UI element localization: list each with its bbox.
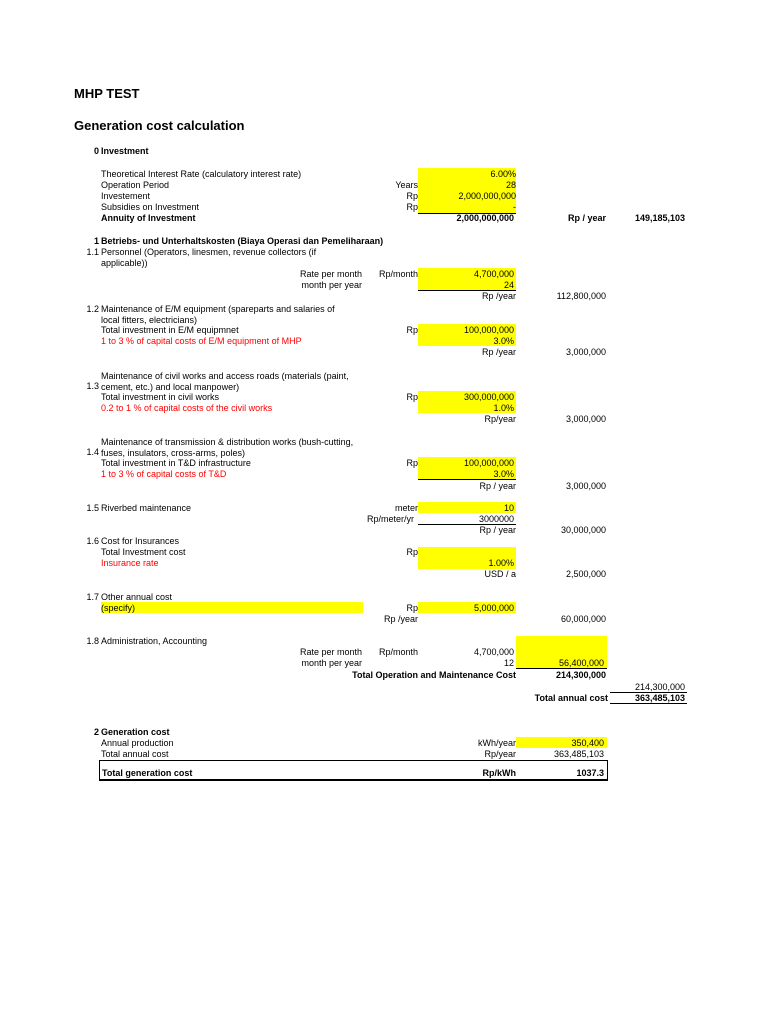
item-1-1-rate-label: Rate per month: [299, 269, 362, 279]
item-1-1-months-value[interactable]: 24: [503, 280, 514, 290]
section-0-number: 0: [93, 146, 99, 156]
section-1-number: 1: [93, 236, 99, 246]
item-1-5-value2: 3000000: [478, 514, 514, 524]
item-1-5-unit1: meter: [394, 503, 418, 513]
item-1-5-value1[interactable]: 10: [503, 503, 514, 513]
item-1-7-desc: Other annual cost: [101, 592, 173, 602]
annual-production-unit: kWh/year: [477, 738, 516, 748]
item-1-1-number: 1.1: [86, 247, 99, 257]
sum-line: [610, 703, 687, 704]
page-title: MHP TEST: [74, 86, 140, 101]
total-om-repeat: 214,300,000: [634, 682, 685, 692]
total-om-label: Total Operation and Maintenance Cost: [352, 670, 516, 680]
page-subtitle: Generation cost calculation: [74, 118, 245, 133]
item-1-4-result-unit: Rp / year: [479, 481, 516, 491]
section-2-number: 2: [93, 727, 99, 737]
annual-cost-value: 363,485,103: [553, 749, 604, 759]
item-1-1-result-value: 112,800,000: [556, 291, 606, 301]
item-1-7-result-unit: Rp /year: [383, 614, 418, 624]
investment-unit: Rp: [406, 191, 418, 201]
box-bottom-border: [99, 779, 608, 781]
total-generation-value: 1037.3: [576, 768, 604, 778]
item-1-3-note: 0.2 to 1 % of capital costs of the civil works: [101, 403, 273, 413]
sum-line: [418, 479, 516, 480]
item-1-8-rate-label: Rate per month: [299, 647, 362, 657]
item-1-5-result-unit: Rp / year: [479, 525, 516, 535]
item-1-4-inv-unit: Rp: [406, 458, 418, 468]
item-1-8-months-value: 12: [503, 658, 514, 668]
item-1-4-number: 1.4: [86, 447, 99, 457]
total-om-value: 214,300,000: [555, 670, 606, 680]
investment-value[interactable]: 2,000,000,000: [458, 191, 516, 201]
item-1-6-result-value: 2,500,000: [565, 569, 606, 579]
item-1-4-inv-label: Total investment in T&D infrastructure: [101, 458, 251, 468]
item-1-2-note: 1 to 3 % of capital costs of E/M equipment of MHP: [101, 336, 302, 346]
item-1-1-rate-unit: Rp/month: [378, 269, 418, 279]
item-1-8-rate-unit: Rp/month: [378, 647, 418, 657]
item-1-8-desc: Administration, Accounting: [101, 636, 208, 646]
item-1-3-inv-label: Total investment in civil works: [101, 392, 220, 402]
item-1-3-desc: Maintenance of civil works and access roads (materials (paint, cement, etc.) and local manpower): [101, 371, 349, 392]
item-1-6-note: Insurance rate: [101, 558, 159, 568]
item-1-5-desc: Riverbed maintenance: [101, 503, 192, 513]
item-1-2-result-value: 3,000,000: [565, 347, 606, 357]
box-right-border: [607, 760, 608, 781]
operation-period-unit: Years: [395, 180, 418, 190]
item-1-5-result-value: 30,000,000: [560, 525, 606, 535]
annual-cost-label: Total annual cost: [101, 749, 169, 759]
item-1-2-pct-value[interactable]: 3.0%: [493, 336, 514, 346]
section-0-heading: Investment: [101, 146, 149, 156]
item-1-3-inv-value[interactable]: 300,000,000: [463, 392, 514, 402]
item-1-6-result-unit: USD / a: [484, 569, 516, 579]
subsidies-value[interactable]: -: [513, 202, 516, 212]
item-1-2-desc: Maintenance of E/M equipment (spareparts and salaries of local fitters, electricians): [101, 304, 335, 325]
interest-rate-label: Theoretical Interest Rate (calculatory interest rate): [101, 169, 302, 179]
item-1-8-number: 1.8: [86, 636, 99, 646]
item-1-4-desc: Maintenance of transmission & distribution works (bush-cutting, fuses, insulators, cross-arms, poles): [101, 437, 354, 458]
annuity-base: 2,000,000,000: [456, 213, 514, 223]
box-top-border: [99, 760, 608, 761]
annuity-unit: Rp / year: [567, 213, 606, 223]
interest-rate-value[interactable]: 6.00%: [490, 169, 516, 179]
item-1-1-result-unit: Rp /year: [481, 291, 516, 301]
total-annual-value: 363,485,103: [634, 693, 685, 703]
box-left-border: [99, 760, 100, 781]
item-1-2-number: 1.2: [86, 304, 99, 314]
item-1-4-inv-value[interactable]: 100,000,000: [463, 458, 514, 468]
total-generation-label: Total generation cost: [102, 768, 193, 778]
section-2-heading: Generation cost: [101, 727, 170, 737]
item-1-6-pct-value[interactable]: 1.00%: [488, 558, 514, 568]
operation-period-label: Operation Period: [101, 180, 170, 190]
item-1-4-note: 1 to 3 % of capital costs of T&D: [101, 469, 227, 479]
item-1-8-months-label: month per year: [301, 658, 362, 668]
item-1-4-pct-value[interactable]: 3.0%: [493, 469, 514, 479]
item-1-6-number: 1.6: [86, 536, 99, 546]
item-1-1-rate-value[interactable]: 4,700,000: [473, 269, 514, 279]
annual-production-value[interactable]: 350,400: [571, 738, 604, 748]
item-1-7-number: 1.7: [86, 592, 99, 602]
item-1-7-specify-input[interactable]: (specify): [101, 603, 136, 613]
investment-label: Investement: [101, 191, 151, 201]
item-1-4-result-value: 3,000,000: [565, 481, 606, 491]
operation-period-value[interactable]: 28: [505, 180, 516, 190]
item-1-3-pct-value[interactable]: 1.0%: [493, 403, 514, 413]
total-annual-label: Total annual cost: [534, 693, 608, 703]
item-1-5-number: 1.5: [86, 503, 99, 513]
item-1-7-result-value: 60,000,000: [560, 614, 606, 624]
annual-cost-unit: Rp/year: [484, 749, 516, 759]
item-1-8-calc-value: 56,400,000: [558, 658, 604, 668]
item-1-8-rate-value: 4,700,000: [473, 647, 514, 657]
item-1-3-result-unit: Rp/year: [484, 414, 516, 424]
item-1-2-inv-unit: Rp: [406, 325, 418, 335]
sum-line: [516, 668, 607, 669]
item-1-2-result-unit: Rp /year: [481, 347, 516, 357]
item-1-1-desc: Personnel (Operators, linesmen, revenue collectors (if applicable)): [101, 247, 317, 268]
annual-production-label: Annual production: [101, 738, 174, 748]
item-1-5-unit2: Rp/meter/yr: [366, 514, 414, 524]
item-1-3-inv-unit: Rp: [406, 392, 418, 402]
subsidies-label: Subsidies on Investment: [101, 202, 200, 212]
item-1-7-unit: Rp: [406, 603, 418, 613]
item-1-3-number: 1.3: [86, 381, 99, 391]
item-1-3-result-value: 3,000,000: [565, 414, 606, 424]
input-highlight: [101, 602, 363, 613]
item-1-6-inv-label: Total Investment cost: [101, 547, 186, 557]
item-1-1-months-label: month per year: [301, 280, 362, 290]
item-1-2-inv-value[interactable]: 100,000,000: [463, 325, 514, 335]
section-1-heading: Betriebs- und Unterhaltskosten (Biaya Operasi dan Pemeliharaan): [101, 236, 384, 246]
annuity-label: Annuity of Investment: [101, 213, 196, 223]
item-1-2-inv-label: Total investment in E/M equipmnet: [101, 325, 239, 335]
total-generation-unit: Rp/kWh: [482, 768, 516, 778]
item-1-6-desc: Cost for Insurances: [101, 536, 180, 546]
item-1-7-value[interactable]: 5,000,000: [473, 603, 514, 613]
item-1-6-inv-unit: Rp: [406, 547, 418, 557]
subsidies-unit: Rp: [406, 202, 418, 212]
annuity-value: 149,185,103: [634, 213, 685, 223]
